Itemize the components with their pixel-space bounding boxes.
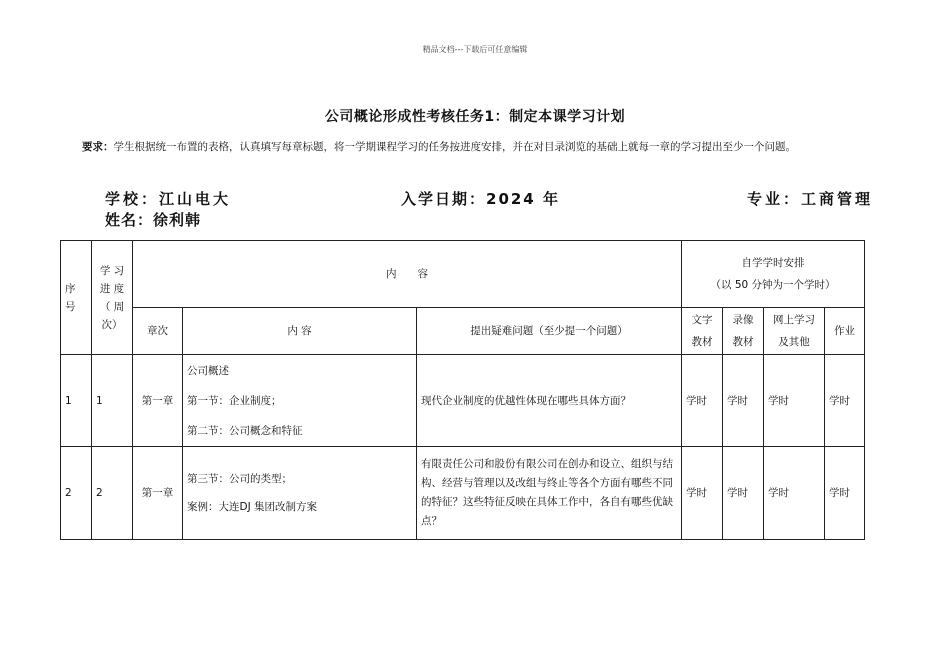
row-online: 学时 xyxy=(764,355,825,447)
header-progress xyxy=(92,241,133,355)
header-text-material-line: 教材 xyxy=(691,336,713,348)
header-row-1 xyxy=(61,241,865,308)
name-field: 姓名：徐利韩 xyxy=(105,211,202,229)
requirement-paragraph xyxy=(82,138,872,157)
table-row xyxy=(61,447,865,540)
row-seq: 1 xyxy=(61,355,92,447)
page-title: 公司概论形成性考核任务1：制定本课学习计划 xyxy=(324,109,626,125)
row-seq: 2 xyxy=(61,447,92,540)
header-self-study-note: （以 50 分钟为一个学时） xyxy=(710,279,836,291)
row-content-line: 第三节：公司的类型； xyxy=(187,473,292,485)
header-chapter: 章次 xyxy=(133,308,183,355)
school-field: 学校：江山电大 xyxy=(105,190,232,208)
row-week: 1 xyxy=(92,355,133,447)
header-online xyxy=(764,308,825,355)
row-chapter: 第一章 xyxy=(133,447,183,540)
enroll-date-field: 入学日期：2024 年 xyxy=(401,190,560,208)
header-row-2 xyxy=(61,308,865,355)
row-online: 学时 xyxy=(764,447,825,540)
row-week: 2 xyxy=(92,447,133,540)
row-chapter: 第一章 xyxy=(133,355,183,447)
header-self-study xyxy=(682,241,865,308)
student-info-row xyxy=(105,188,873,210)
row-homework: 学时 xyxy=(825,447,865,540)
header-progress-line: 次） xyxy=(101,318,123,331)
header-progress-line: 进 度 xyxy=(99,282,125,295)
row-content-line: 第二节：公司概念和特征 xyxy=(187,424,303,437)
header-video-material-line: 教材 xyxy=(732,336,754,348)
row-content-line: 公司概述 xyxy=(187,364,229,377)
header-online-line: 及其他 xyxy=(778,336,810,348)
row-question: 有限责任公司和股份有限公司在创办和设立、组织与结构、经营与管理以及改组与终止等各个方面有哪些不同的特征？这些特征反映在具体工作中，各自有哪些优缺点？ xyxy=(417,447,682,540)
row-content xyxy=(183,447,417,540)
header-online-line: 网上学习 xyxy=(773,314,815,326)
header-video-material xyxy=(723,308,764,355)
header-content: 内 容 xyxy=(133,241,682,308)
header-content-sub: 内 容 xyxy=(183,308,417,355)
header-self-study-title: 自学学时安排 xyxy=(741,257,805,269)
row-homework: 学时 xyxy=(825,355,865,447)
header-seq-line: 号 xyxy=(65,300,76,313)
table-row xyxy=(61,355,865,447)
study-plan-table xyxy=(60,240,865,540)
header-question: 提出疑难问题（至少提一个问题） xyxy=(417,308,682,355)
header-video-material-line: 录像 xyxy=(732,314,754,326)
header-text-material xyxy=(682,308,723,355)
major-field: 专业：工商管理 xyxy=(746,190,873,208)
row-video-material: 学时 xyxy=(723,447,764,540)
row-content-line: 案例：大连DJ 集团改制方案 xyxy=(187,501,318,513)
row-question: 现代企业制度的优越性体现在哪些具体方面？ xyxy=(417,355,682,447)
row-content xyxy=(183,355,417,447)
header-seq xyxy=(61,241,92,355)
row-text-material: 学时 xyxy=(682,355,723,447)
header-homework: 作业 xyxy=(825,308,865,355)
watermark-text: 精品文档---下载后可任意编辑 xyxy=(422,45,528,54)
row-video-material: 学时 xyxy=(723,355,764,447)
row-content-line: 第一节：企业制度； xyxy=(187,394,282,407)
header-seq-line: 序 xyxy=(65,282,76,295)
row-text-material: 学时 xyxy=(682,447,723,540)
header-text-material-line: 文字 xyxy=(691,314,713,326)
header-progress-line: （ 周 xyxy=(99,300,125,313)
requirement-text: 学生根据统一布置的表格，认真填写每章标题，将一学期课程学习的任务按进度安排，并在对目录浏览的基础上就每一章的学习提出至少一个问题。 xyxy=(113,141,796,153)
requirement-label: 要求： xyxy=(82,141,114,153)
header-progress-line: 学 习 xyxy=(99,264,125,277)
